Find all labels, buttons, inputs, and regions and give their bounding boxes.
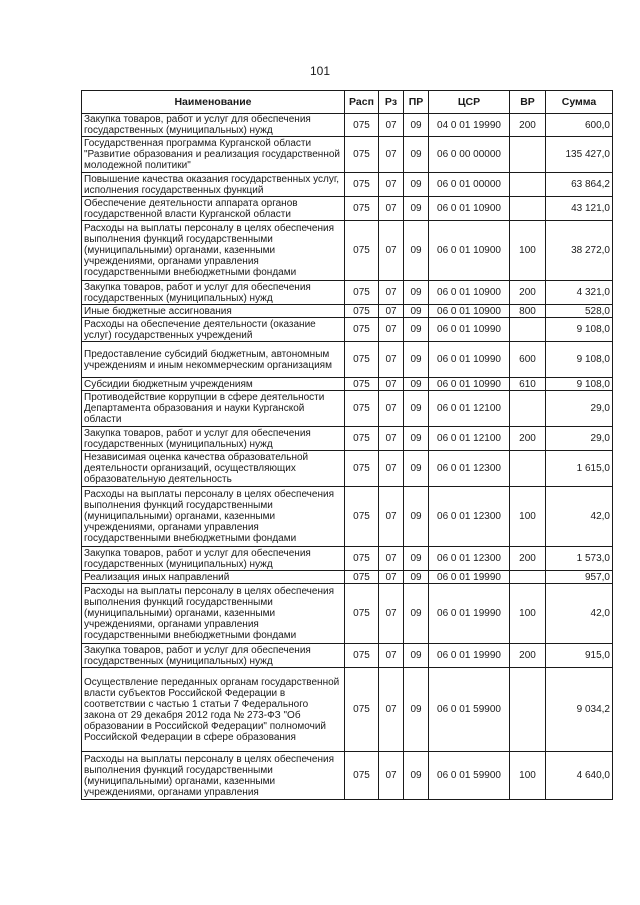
cell-sum: 42,0 (546, 487, 613, 547)
cell-sum: 42,0 (546, 584, 613, 644)
cell-name: Расходы на выплаты персоналу в целях обеспечения выполнения функций государственными (муниципальными) органами, казенными учреждениями, органами управления (82, 752, 345, 800)
cell-vr (510, 137, 546, 173)
table-row (82, 173, 613, 197)
cell-name: Закупка товаров, работ и услуг для обеспечения государственных (муниципальных) нужд (82, 427, 345, 451)
cell-vr: 200 (510, 644, 546, 668)
cell-pr: 09 (404, 114, 429, 137)
table-row (82, 305, 613, 318)
cell-pr: 09 (404, 137, 429, 173)
cell-vr (510, 451, 546, 487)
cell-sum: 43 121,0 (546, 197, 613, 221)
cell-rasp: 075 (345, 451, 379, 487)
cell-vr: 100 (510, 487, 546, 547)
cell-sum: 915,0 (546, 644, 613, 668)
cell-rz: 07 (379, 571, 404, 584)
table-row (82, 547, 613, 571)
cell-rz: 07 (379, 547, 404, 571)
cell-sum: 1 615,0 (546, 451, 613, 487)
cell-vr: 200 (510, 114, 546, 137)
cell-rz: 07 (379, 752, 404, 800)
cell-rz: 07 (379, 487, 404, 547)
table-row (82, 378, 613, 391)
cell-pr: 09 (404, 221, 429, 281)
cell-sum: 4 321,0 (546, 281, 613, 305)
cell-name: Противодействие коррупции в сфере деятельности Департамента образования и науки Курганской области (82, 391, 345, 427)
cell-csr: 06 0 01 10900 (429, 281, 510, 305)
cell-name: Повышение качества оказания государственных услуг, исполнения государственных функций (82, 173, 345, 197)
cell-rasp: 075 (345, 584, 379, 644)
cell-vr (510, 668, 546, 752)
cell-csr: 06 0 01 12300 (429, 547, 510, 571)
cell-rasp: 075 (345, 197, 379, 221)
cell-sum: 63 864,2 (546, 173, 613, 197)
cell-rasp: 075 (345, 378, 379, 391)
cell-vr: 100 (510, 752, 546, 800)
cell-rasp: 075 (345, 137, 379, 173)
cell-pr: 09 (404, 427, 429, 451)
cell-rz: 07 (379, 451, 404, 487)
cell-csr: 06 0 01 12300 (429, 451, 510, 487)
cell-vr: 200 (510, 281, 546, 305)
cell-name: Расходы на обеспечение деятельности (оказание услуг) государственных учреждений (82, 318, 345, 342)
table-row (82, 584, 613, 644)
cell-rasp: 075 (345, 281, 379, 305)
cell-pr: 09 (404, 571, 429, 584)
cell-rz: 07 (379, 173, 404, 197)
cell-pr: 09 (404, 451, 429, 487)
column-header-name: Наименование (82, 91, 345, 114)
cell-rasp: 075 (345, 668, 379, 752)
cell-pr: 09 (404, 752, 429, 800)
cell-csr: 06 0 01 10990 (429, 342, 510, 378)
table-row (82, 451, 613, 487)
cell-csr: 06 0 00 00000 (429, 137, 510, 173)
cell-pr: 09 (404, 547, 429, 571)
column-header-sum: Сумма (546, 91, 613, 114)
cell-vr (510, 391, 546, 427)
cell-rz: 07 (379, 378, 404, 391)
table-row (82, 318, 613, 342)
table-row (82, 114, 613, 137)
cell-csr: 06 0 01 12300 (429, 487, 510, 547)
table-row (82, 427, 613, 451)
cell-csr: 06 0 01 10900 (429, 305, 510, 318)
cell-name: Независимая оценка качества образовательной деятельности организаций, осуществляющих образовательную деятельность (82, 451, 345, 487)
cell-rz: 07 (379, 391, 404, 427)
cell-rz: 07 (379, 584, 404, 644)
cell-csr: 06 0 01 10900 (429, 221, 510, 281)
cell-sum: 29,0 (546, 427, 613, 451)
column-header-csr: ЦСР (429, 91, 510, 114)
cell-vr (510, 571, 546, 584)
table-row (82, 197, 613, 221)
cell-rasp: 075 (345, 487, 379, 547)
cell-sum: 135 427,0 (546, 137, 613, 173)
cell-vr (510, 197, 546, 221)
cell-vr: 800 (510, 305, 546, 318)
budget-table (81, 90, 613, 800)
cell-sum: 1 573,0 (546, 547, 613, 571)
cell-csr: 06 0 01 00000 (429, 173, 510, 197)
cell-name: Осуществление переданных органам государственной власти субъектов Российской Федерации в соответствии с частью 1 статьи 7 Федерального закона от 29 декабря 2012 года № 273-ФЗ "Об образовании в Российской Федерации" полномочий Российской Федерации в сфере образования (82, 668, 345, 752)
cell-sum: 9 034,2 (546, 668, 613, 752)
column-header-rasp: Расп (345, 91, 379, 114)
page-number: 101 (309, 64, 331, 78)
cell-name: Субсидии бюджетным учреждениям (82, 378, 345, 391)
cell-sum: 29,0 (546, 391, 613, 427)
cell-name: Иные бюджетные ассигнования (82, 305, 345, 318)
table-row (82, 487, 613, 547)
cell-name: Обеспечение деятельности аппарата органов государственной власти Курганской области (82, 197, 345, 221)
cell-pr: 09 (404, 487, 429, 547)
cell-csr: 06 0 01 19990 (429, 644, 510, 668)
cell-rasp: 075 (345, 391, 379, 427)
cell-sum: 600,0 (546, 114, 613, 137)
cell-name: Закупка товаров, работ и услуг для обеспечения государственных (муниципальных) нужд (82, 547, 345, 571)
cell-pr: 09 (404, 281, 429, 305)
table-row (82, 342, 613, 378)
cell-pr: 09 (404, 173, 429, 197)
cell-csr: 06 0 01 12100 (429, 427, 510, 451)
cell-rasp: 075 (345, 571, 379, 584)
cell-csr: 06 0 01 12100 (429, 391, 510, 427)
cell-csr: 06 0 01 10900 (429, 197, 510, 221)
cell-rasp: 075 (345, 752, 379, 800)
cell-vr (510, 318, 546, 342)
cell-sum: 528,0 (546, 305, 613, 318)
cell-vr: 100 (510, 584, 546, 644)
cell-name: Расходы на выплаты персоналу в целях обеспечения выполнения функций государственными (муниципальными) органами, казенными учреждениями, органами управления государственными внебюджетными фондами (82, 487, 345, 547)
table-row (82, 644, 613, 668)
cell-vr: 200 (510, 427, 546, 451)
cell-vr: 100 (510, 221, 546, 281)
cell-csr: 06 0 01 10990 (429, 318, 510, 342)
cell-pr: 09 (404, 305, 429, 318)
cell-csr: 06 0 01 19990 (429, 584, 510, 644)
table-row (82, 137, 613, 173)
cell-vr: 610 (510, 378, 546, 391)
table-row (82, 668, 613, 752)
cell-sum: 38 272,0 (546, 221, 613, 281)
cell-rz: 07 (379, 305, 404, 318)
cell-pr: 09 (404, 391, 429, 427)
cell-rz: 07 (379, 668, 404, 752)
cell-sum: 9 108,0 (546, 378, 613, 391)
cell-sum: 9 108,0 (546, 318, 613, 342)
table-row (82, 221, 613, 281)
cell-rz: 07 (379, 221, 404, 281)
cell-rasp: 075 (345, 173, 379, 197)
table-row (82, 571, 613, 584)
cell-vr: 600 (510, 342, 546, 378)
table-row (82, 752, 613, 800)
cell-rz: 07 (379, 318, 404, 342)
cell-rasp: 075 (345, 644, 379, 668)
cell-pr: 09 (404, 584, 429, 644)
cell-csr: 06 0 01 59900 (429, 752, 510, 800)
cell-pr: 09 (404, 197, 429, 221)
cell-vr (510, 173, 546, 197)
cell-pr: 09 (404, 378, 429, 391)
cell-csr: 04 0 01 19990 (429, 114, 510, 137)
cell-rz: 07 (379, 281, 404, 305)
cell-rasp: 075 (345, 114, 379, 137)
column-header-vr: ВР (510, 91, 546, 114)
cell-name: Закупка товаров, работ и услуг для обеспечения государственных (муниципальных) нужд (82, 281, 345, 305)
cell-csr: 06 0 01 19990 (429, 571, 510, 584)
cell-rasp: 075 (345, 547, 379, 571)
cell-name: Расходы на выплаты персоналу в целях обеспечения выполнения функций государственными (муниципальными) органами, казенными учреждениями, органами управления государственными внебюджетными фондами (82, 221, 345, 281)
cell-name: Расходы на выплаты персоналу в целях обеспечения выполнения функций государственными (муниципальными) органами, казенными учреждениями, органами управления государственными внебюджетными фондами (82, 584, 345, 644)
cell-sum: 9 108,0 (546, 342, 613, 378)
cell-csr: 06 0 01 10990 (429, 378, 510, 391)
cell-rasp: 075 (345, 221, 379, 281)
column-header-pr: ПР (404, 91, 429, 114)
cell-vr: 200 (510, 547, 546, 571)
cell-rz: 07 (379, 114, 404, 137)
cell-rz: 07 (379, 137, 404, 173)
cell-csr: 06 0 01 59900 (429, 668, 510, 752)
cell-rasp: 075 (345, 318, 379, 342)
cell-pr: 09 (404, 668, 429, 752)
cell-rasp: 075 (345, 305, 379, 318)
cell-rz: 07 (379, 342, 404, 378)
cell-rz: 07 (379, 427, 404, 451)
cell-rz: 07 (379, 197, 404, 221)
cell-sum: 957,0 (546, 571, 613, 584)
cell-sum: 4 640,0 (546, 752, 613, 800)
cell-pr: 09 (404, 342, 429, 378)
table-row (82, 391, 613, 427)
cell-name: Предоставление субсидий бюджетным, автономным учреждениям и иным некоммерческим организациям (82, 342, 345, 378)
table-header-row (82, 91, 613, 114)
cell-name: Закупка товаров, работ и услуг для обеспечения государственных (муниципальных) нужд (82, 644, 345, 668)
cell-rasp: 075 (345, 342, 379, 378)
cell-name: Закупка товаров, работ и услуг для обеспечения государственных (муниципальных) нужд (82, 114, 345, 137)
cell-name: Государственная программа Курганской области "Развитие образования и реализация государственной молодежной политики" (82, 137, 345, 173)
cell-pr: 09 (404, 318, 429, 342)
cell-name: Реализация иных направлений (82, 571, 345, 584)
table-row (82, 281, 613, 305)
cell-rasp: 075 (345, 427, 379, 451)
column-header-rz: Рз (379, 91, 404, 114)
cell-pr: 09 (404, 644, 429, 668)
cell-rz: 07 (379, 644, 404, 668)
